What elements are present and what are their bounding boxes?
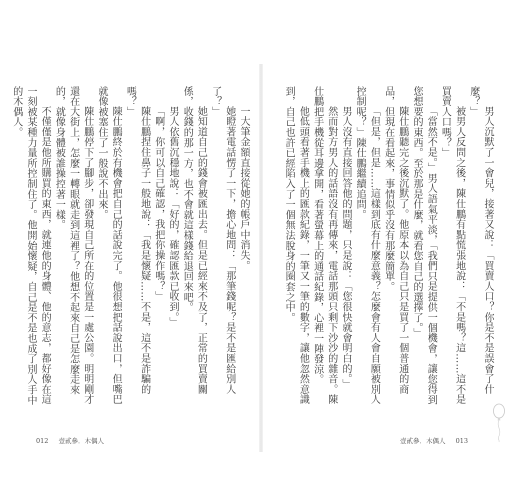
paragraph: 陳仕鵬捏住鼻子一般地說：「我是懷疑……不是，這不是詐騙的嗎？」 (124, 86, 150, 395)
paragraph: 不僅僅是他所購買的東西，就連他的身體、他的意志，都好像在這一刻被某種力量所控制住了。他開始懷疑，自己是不是也成了別人手中的木偶人。 (10, 86, 51, 406)
paragraph: 男人沒有直接回答他的問題，只是說：「您很快就會明白的。」 (339, 106, 351, 390)
paragraph: 她瞪著電話愣了一下，擔心地問：「那筆錢呢？是不是匯給別人了？」 (209, 86, 235, 395)
paragraph: 陳仕鵬停下了腳步，卻發現自己所在的位置是一處公園。明明剛才還在大街上，怎麼一轉眼就走到這裡了？他想不起來自己是怎麼走來的，就像身體被誰操控著一樣。 (53, 86, 93, 405)
page-gutter (259, 64, 263, 452)
running-title: 壹貳參．木偶人 (400, 437, 446, 445)
paragraph: 陳仕鵬終於有機會把自己的話說完了。他很想把話說出口，但嘴巴就像被塞住了一般說不出來。 (95, 86, 122, 405)
page-number: 012 (36, 437, 49, 445)
paragraph: 「當然不是。」男人語氣平淡，「我們只是提供一個機會，讓您得到您想要的東西。至於那是什麼，就看您自己的選擇了。」 (410, 86, 437, 405)
right-page-footer (400, 436, 468, 445)
paragraph: 他低頭看著手機上的匯款紀錄，一筆又一筆的數字，讓他忽然意識到，自己也許已經陷入了一個無法脫身的圈套之中。 (283, 86, 309, 405)
paragraph: 陳仕鵬聽完之後沉默了。他原本以為自己只是買了一個普通的商品，但現在看起來，事情似乎沒有那麼簡單。 (382, 86, 408, 395)
paragraph: 然而對方男人的話語沒有再傳來，電話那頭只剩下沙沙的雜音。陳仕鵬把手機從耳邊拿開，看著螢幕上的通話紀錄，心裡一陣發涼。 (311, 86, 337, 405)
balloon-icon (490, 402, 508, 442)
paragraph: 「啊，你可以自己確認，我把你操作嗎？」 (152, 106, 164, 302)
running-title: 壹貳參．木偶人 (58, 437, 104, 445)
paragraph: 男人依舊沉穩地說：「好的，確認匯款已收到。」 (166, 106, 178, 328)
paragraph: 男人沉默了一會兒，接著又說：「買賣人口？你是不是誤會了什麼？」 (467, 86, 493, 395)
left-page-footer (36, 436, 104, 445)
paragraph: 一大筆金額直接從她的帳戶中消失。 (238, 106, 249, 271)
paragraph: 她知道自己的錢會被匯出去。但是已經來不及了，正常的買賣關係，收錢的那一方，也不會就這樣錢給退回來吧。 (181, 86, 207, 395)
paragraph: 「但是，但是……這樣到底有什麼意義？怎麼會有人會自願被別人控制呢？」陳仕鵬繼續追問。 (354, 86, 380, 405)
paragraph: 被男人反問之後，陳仕鵬有點慌張地說：「不是嗎？這……這不是買賣人口嗎？」 (439, 86, 465, 405)
page-number: 013 (455, 437, 468, 445)
left-page-text (10, 86, 250, 408)
book-spread (2, 56, 518, 456)
right-page-text (280, 86, 494, 408)
